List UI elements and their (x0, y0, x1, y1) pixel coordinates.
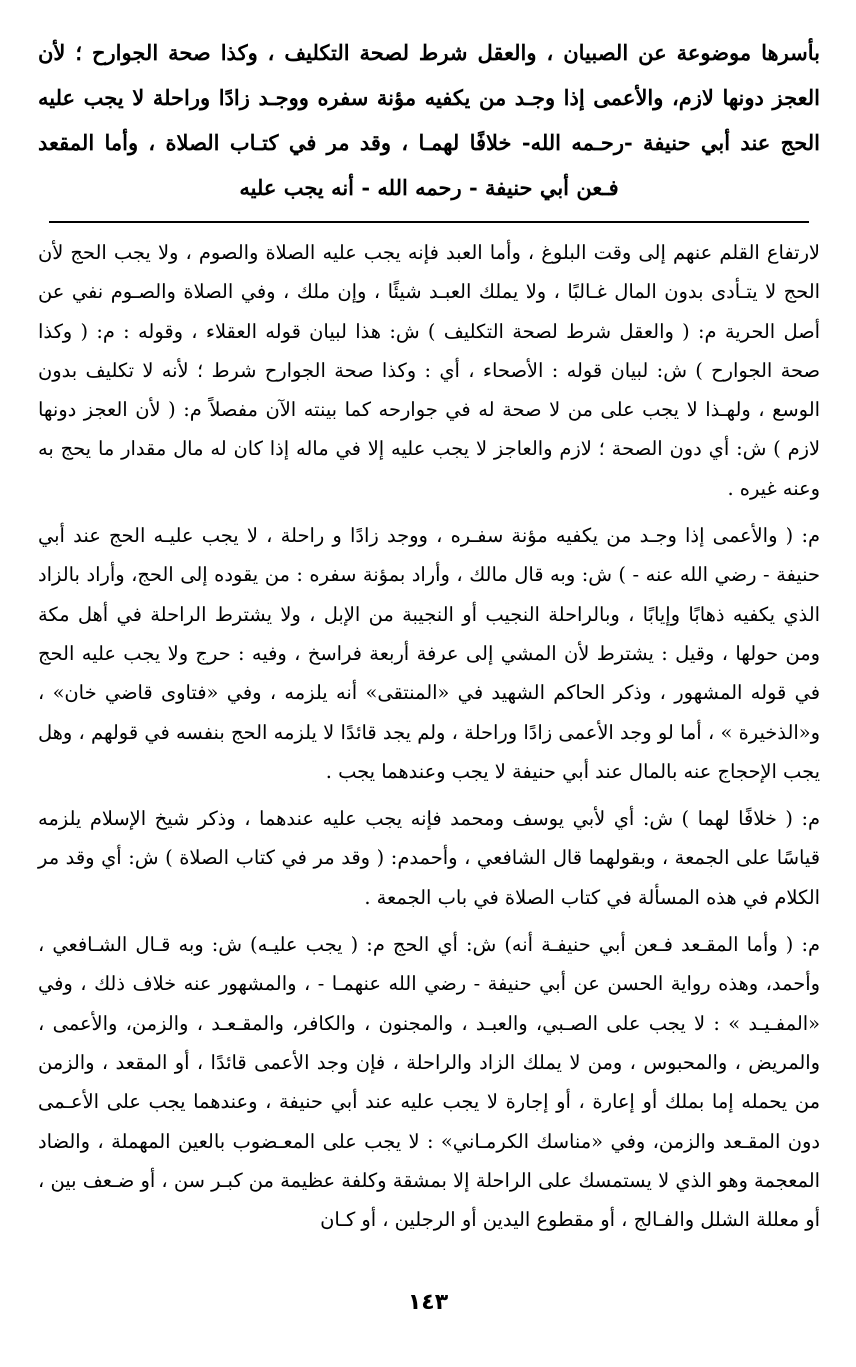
separator-rule (49, 221, 809, 223)
commentary-paragraph-1: لارتفاع القلم عنهم إلى وقت البلوغ ، وأما العبد فإنه يجب عليه الصلاة والصوم ، ولا يجب الحج لأن الحج لا يتـأدى بدون المال غـالبًا ، ولا يملك العبـد شيئًا ، وإن ملك ، وفي الصلاة والصـوم نفي عن أصل الحرية م: ( والعقل شرط لصحة التكليف ) ش: هذا لبيان قوله العقلاء ، وقوله : م: ( وكذا صحة الجوارح ) ش: لبيان قوله : الأصحاء ، أي : وكذا صحة الجوارح شرط ؛ لأنه لا تكليف بدون الوسع ، ولهـذا لا يجب على من لا صحة له في جوارحه كما بينته الآن مفصلاً م: ( لأن العجز دونها لازم ) ش: أي دون الصحة ؛ لازم والعاجز لا يجب عليه إلا في ماله إذا كان له مال مقدار ما يحج به وعنه غيره . (38, 241, 820, 500)
commentary-paragraph-4: م: ( وأما المقـعد فـعن أبي حنيفـة أنه) ش: أي الحج م: ( يجب عليـه) ش: وبه قـال الشـافعي ، وأحمد، وهذه رواية الحسن عن أبي حنيفة - رضي الله عنهمـا - ، والمشهور عنه خلاف ذلك ، وفي «المفـيـد » : لا يجب على الصـبي، والعبـد ، والمجنون ، والكافر، والمقـعـد ، والزمن، والأعمى ، والمريض ، والمحبوس ، ومن لا يملك الزاد والراحلة ، فإن وجد الأعمى قائدًا ، أو المقعد ، والزمن من يحمله إما بملك أو إعارة ، أو إجارة لا يجب عليه عند أبي حنيفة ، وعندهما يجب على الأعـمى دون المقـعد والزمن، وفي «مناسك الكرمـاني» : لا يجب على المعـضوب بالعين المهملة ، والضاد المعجمة وهو الذي لا يستمسك على الراحلة إلا بمشقة وكلفة عظيمة من كبـر سن ، أو ضـعف بين ، أو معللة الشلل والفـالج ، أو مقطوع اليدين أو الرجلين ، أو كـان (38, 933, 820, 1232)
commentary-block (38, 233, 820, 1239)
commentary-paragraph-2: م: ( والأعمى إذا وجـد من يكفيه مؤنة سفـره ، ووجد زادًا و راحلة ، لا يجب عليـه الحج عند أبي حنيفة - رضي الله عنه - ) ش: وبه قال مالك ، وأراد بمؤنة سفره : من يقوده إلى الحج، وأراد بالزاد الذي يكفيه ذهابًا وإيابًا ، وبالراحلة النجيب أو النجيبة من الإبل ، ولا يشترط الراحلة في أهل مكة ومن حولها ، وقيل : يشترط لأن المشي إلى عرفة أربعة فراسخ ، وفيه : حرج ولا يجب عليه الحج في قوله المشهور ، وذكر الحاكم الشهيد في «المنتقى» أنه يلزمه ، وفي «فتاوى قاضي خان» ، و«الذخيرة » ، أما لو وجد الأعمى زادًا وراحلة ، ولم يجد قائدًا لا يلزمه الحج بنفسه في قولهم ، وهل يجب الإحجاج عنه بالمال عند أبي حنيفة لا يجب وعندهما يجب . (38, 524, 820, 783)
main-text-block (38, 30, 820, 210)
commentary-paragraph-3: م: ( خلافًا لهما ) ش: أي لأبي يوسف ومحمد فإنه يجب عليه عندهما ، وذكر شيخ الإسلام يلزمه قياسًا على الجمعة ، وبقولهما قال الشافعي ، وأحمدم: ( وقد مر في كتاب الصلاة ) ش: أي وقد مر الكلام في هذه المسألة في كتاب الصلاة في باب الجمعة . (38, 807, 820, 909)
main-text: بأسرها موضوعة عن الصبيان ، والعقل شرط لصحة التكليف ، وكذا صحة الجوارح ؛ لأن العجز دونها لازم، والأعمى إذا وجـد من يكفيه مؤنة سفره ووجـد زادًا وراحلة لا يجب عليه الحج عند أبي حنيفة -رحـمه الله- خلافًا لهمـا ، وقد مر في كتـاب الصلاة ، وأما المقعد فـعن أبي حنيفة - رحمه الله - أنه يجب عليه (38, 40, 820, 200)
page-number: ١٤٣ (407, 1290, 449, 1315)
book-page (38, 30, 820, 1350)
